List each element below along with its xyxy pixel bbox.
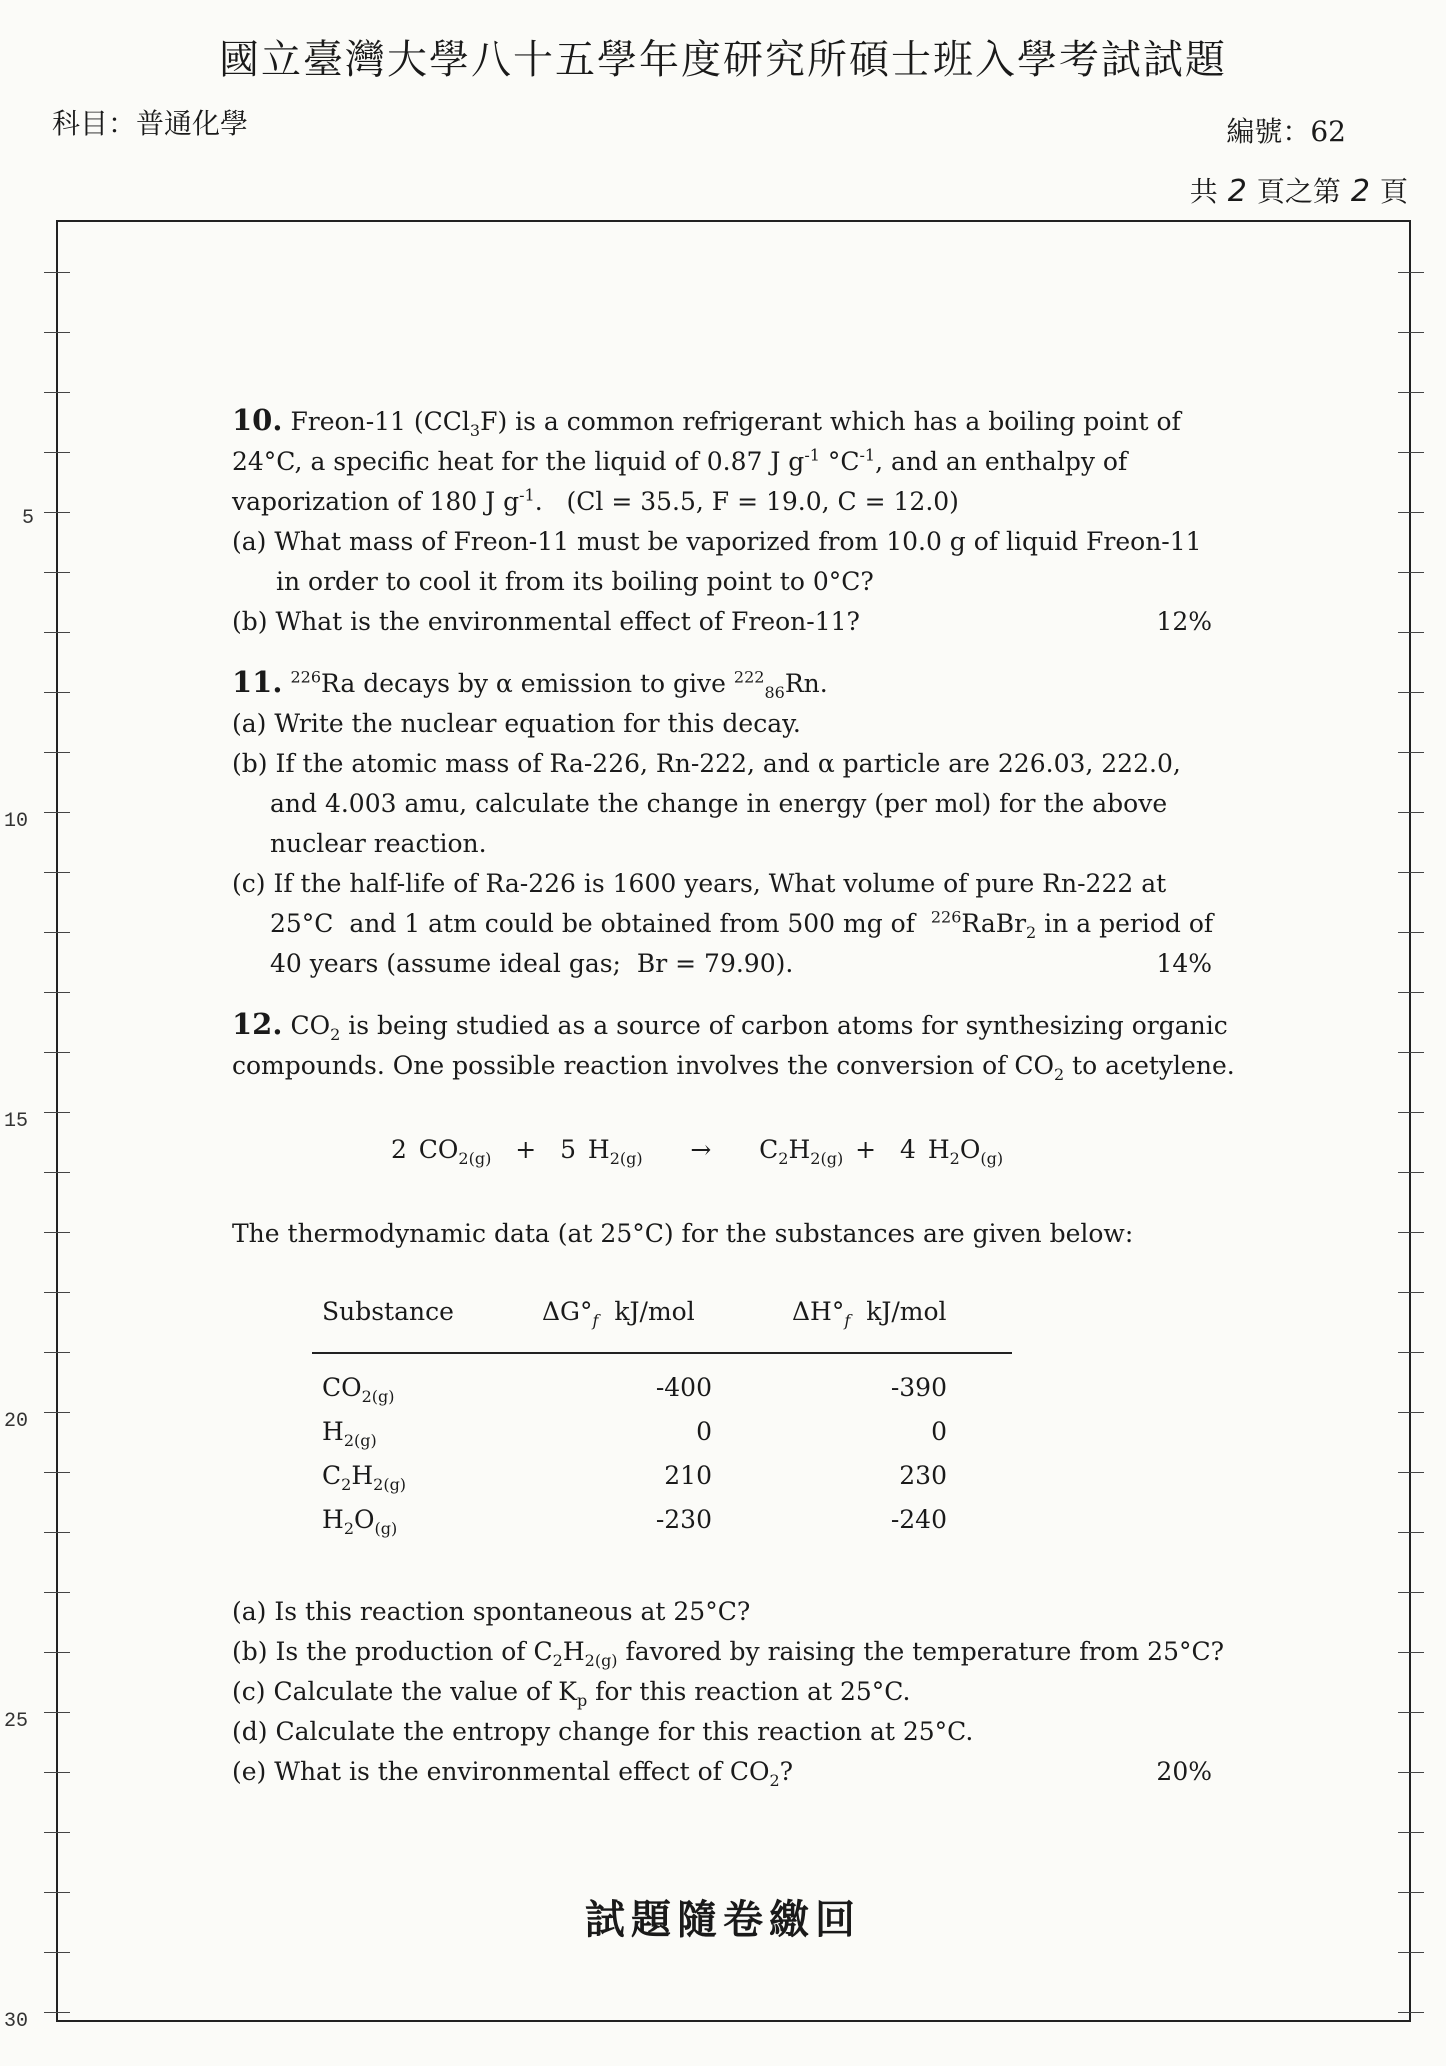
margin-mark-10: 10 bbox=[4, 810, 29, 833]
ruler-tick bbox=[1398, 332, 1424, 333]
ruler-tick bbox=[44, 1352, 70, 1353]
ruler-tick bbox=[1398, 452, 1424, 453]
ruler-tick bbox=[44, 932, 70, 933]
margin-mark-15: 15 bbox=[4, 1110, 29, 1133]
ruler-tick bbox=[44, 992, 70, 993]
ruler-tick bbox=[44, 572, 70, 573]
ruler-tick bbox=[44, 1172, 70, 1173]
ruler-tick bbox=[1398, 392, 1424, 393]
exam-content bbox=[232, 400, 1235, 1812]
ruler-tick bbox=[44, 452, 70, 453]
ruler-tick bbox=[1398, 632, 1424, 633]
q11-weight: 14% bbox=[1156, 949, 1212, 978]
ruler-tick bbox=[1398, 1112, 1424, 1113]
ruler-tick bbox=[44, 1412, 70, 1413]
ruler-tick bbox=[1398, 1832, 1424, 1833]
question-10: 10. Freon-11 (CCl$_3$F) is a common refrigerant which has a boiling point of 24°C, a specific heat for the liquid of 0.87 J $g^{-1}$ $^\circ C^{-1}$, and an enthalpy of vaporization of 180 J $g^{-1}$. (Cl = 35.5, F = 19.0, C = 12.0) (a) What mass of Freon-11 must be vaporized from 10.0 g of liquid Freon-11 in order to cool it from its boiling point to 0°C? (b) What is the environmental effect of Freon-11? 12% bbox=[232, 400, 1222, 642]
ruler-tick bbox=[44, 872, 70, 873]
margin-mark-25: 25 bbox=[4, 1710, 29, 1733]
question-11: 11. $^{226}$Ra decays by α emission to give $^{222}_{86}$Rn. (a) Write the nuclear equation for this decay. (b) If the atomic mass of Ra-226, Rn-222, and α particle are 226.03, 222.0, and 4.003 amu, calculate the change in energy (per mol) for the above nuclear reaction. (c) If the half-life of Ra-226 is 1600 years, What volume of pure Rn-222 at 25°C and 1 atm could be obtained from 500 mg of $^{226}$RaBr$_2$ in a period of 40 years (assume ideal gas; Br = 79.90). 14% bbox=[232, 662, 1222, 984]
ruler-tick bbox=[1398, 572, 1424, 573]
ruler-tick bbox=[1398, 932, 1424, 933]
ruler-tick bbox=[1398, 1232, 1424, 1233]
thermo-table: Substance $\Delta G^\circ_f$ kJ/mol $\Delta H^\circ_f$ kJ/mol $CO_{2(g)}$ -400 -390 $H_{2(g)}$ 0 0 $C_2H_{2(g)}$ 210 230 $H_2O_{(g)}$ -230 -240 bbox=[312, 1284, 1012, 1542]
ruler-tick bbox=[1398, 692, 1424, 693]
return-notice: 試題隨卷繳回 bbox=[585, 1896, 861, 1943]
ruler-tick bbox=[44, 1232, 70, 1233]
ruler-tick bbox=[1398, 752, 1424, 753]
ruler-tick bbox=[44, 692, 70, 693]
table-row: $H_{2(g)}$ 0 0 bbox=[322, 1417, 947, 1450]
ruler-tick bbox=[44, 752, 70, 753]
ruler-tick bbox=[1398, 992, 1424, 993]
ruler-tick bbox=[44, 272, 70, 273]
exam-title: 國立臺灣大學八十五學年度研究所碩士班入學考試試題 bbox=[219, 37, 1227, 83]
ruler-tick bbox=[44, 1772, 70, 1773]
ruler-tick bbox=[44, 1652, 70, 1653]
page-indicator: 共 2 頁之第 2 頁 bbox=[1189, 174, 1408, 209]
ruler-tick bbox=[1398, 872, 1424, 873]
ruler-tick bbox=[44, 1952, 70, 1953]
ruler-tick bbox=[44, 632, 70, 633]
ruler-tick bbox=[1398, 272, 1424, 273]
ruler-tick bbox=[1398, 1712, 1424, 1713]
ruler-tick bbox=[1398, 2012, 1424, 2013]
ruler-tick bbox=[1398, 1352, 1424, 1353]
ruler-tick bbox=[1398, 1772, 1424, 1773]
q10-weight: 12% bbox=[1156, 607, 1212, 636]
ruler-tick bbox=[1398, 1472, 1424, 1473]
ruler-tick bbox=[1398, 1592, 1424, 1593]
ruler-tick bbox=[1398, 512, 1424, 513]
margin-mark-5: 5 bbox=[22, 507, 35, 530]
ruler-tick bbox=[44, 1592, 70, 1593]
ruler-tick bbox=[44, 1832, 70, 1833]
ruler-tick bbox=[44, 2012, 70, 2013]
table-row: $CO_{2(g)}$ -400 -390 bbox=[322, 1373, 947, 1406]
table-row: $H_2O_{(g)}$ -230 -240 bbox=[322, 1505, 947, 1538]
ruler-tick bbox=[44, 1472, 70, 1473]
q12-weight: 20% bbox=[1156, 1757, 1212, 1786]
ruler-tick bbox=[44, 512, 70, 513]
ruler-tick bbox=[44, 1112, 70, 1113]
thermo-intro: The thermodynamic data (at 25°C) for the substances are given below: bbox=[232, 1219, 1134, 1248]
ruler-tick bbox=[44, 1052, 70, 1053]
ruler-tick bbox=[44, 392, 70, 393]
ruler-tick bbox=[1398, 1292, 1424, 1293]
margin-mark-30: 30 bbox=[4, 2010, 29, 2033]
ruler-tick bbox=[1398, 1172, 1424, 1173]
table-row: $C_2H_{2(g)}$ 210 230 bbox=[322, 1461, 947, 1494]
ruler-tick bbox=[1398, 1952, 1424, 1953]
ruler-tick bbox=[1398, 1532, 1424, 1533]
ruler-tick bbox=[44, 1292, 70, 1293]
reaction-equation: 2 $CO_{2(g)} + 5$ $H_{2(g)}$ → $C_2H_{2(g)} + 4$ $H_2O_{(g)}$ bbox=[390, 1135, 1004, 1168]
ruler-tick bbox=[1398, 1412, 1424, 1413]
margin-mark-20: 20 bbox=[4, 1410, 29, 1433]
ruler-tick bbox=[1398, 812, 1424, 813]
ruler-tick bbox=[44, 1712, 70, 1713]
ruler-tick bbox=[44, 812, 70, 813]
ruler-tick bbox=[1398, 1052, 1424, 1053]
ruler-tick bbox=[44, 1532, 70, 1533]
subject-label: 科目：普通化學 bbox=[52, 107, 249, 140]
ruler-tick bbox=[1398, 1652, 1424, 1653]
question-12: 12. $CO_2$ is being studied as a source of carbon atoms for synthesizing organic compounds. One possible reaction involves the conversion of $CO_2$ to acetylene. 2 $CO_{2(g)} + 5$ $H_{2(g)}$ → $C_2H_{2(g)} + 4$ $H_2O_{(g)}$ The thermodynamic data (at 25°C) for the substances are given below: Substance $\Delta G^\circ_f$ kJ/mol $\Delta H^\circ_f$ kJ/mol $CO_{2(g)}$ -400 -390 $H_{2(g)}$ 0 0 $C_2H_{2(g)}$ 210 230 $H_2O_{(g)}$ -230 -240 (a) Is this reaction spontaneous at 25°C? (b) Is the production of $C_2H_{2(g)}$ favored by raising the temperature from 25°C? (c) Calculate the value of $K_p$ for this reaction at 25°C. (d) Calculate the entropy change for this reaction at 25°C. (e) What is the environmental effect of $CO_2$? 20% bbox=[232, 1004, 1222, 1792]
ruler-tick bbox=[44, 332, 70, 333]
exam-code: 編號：62 bbox=[1226, 115, 1346, 148]
